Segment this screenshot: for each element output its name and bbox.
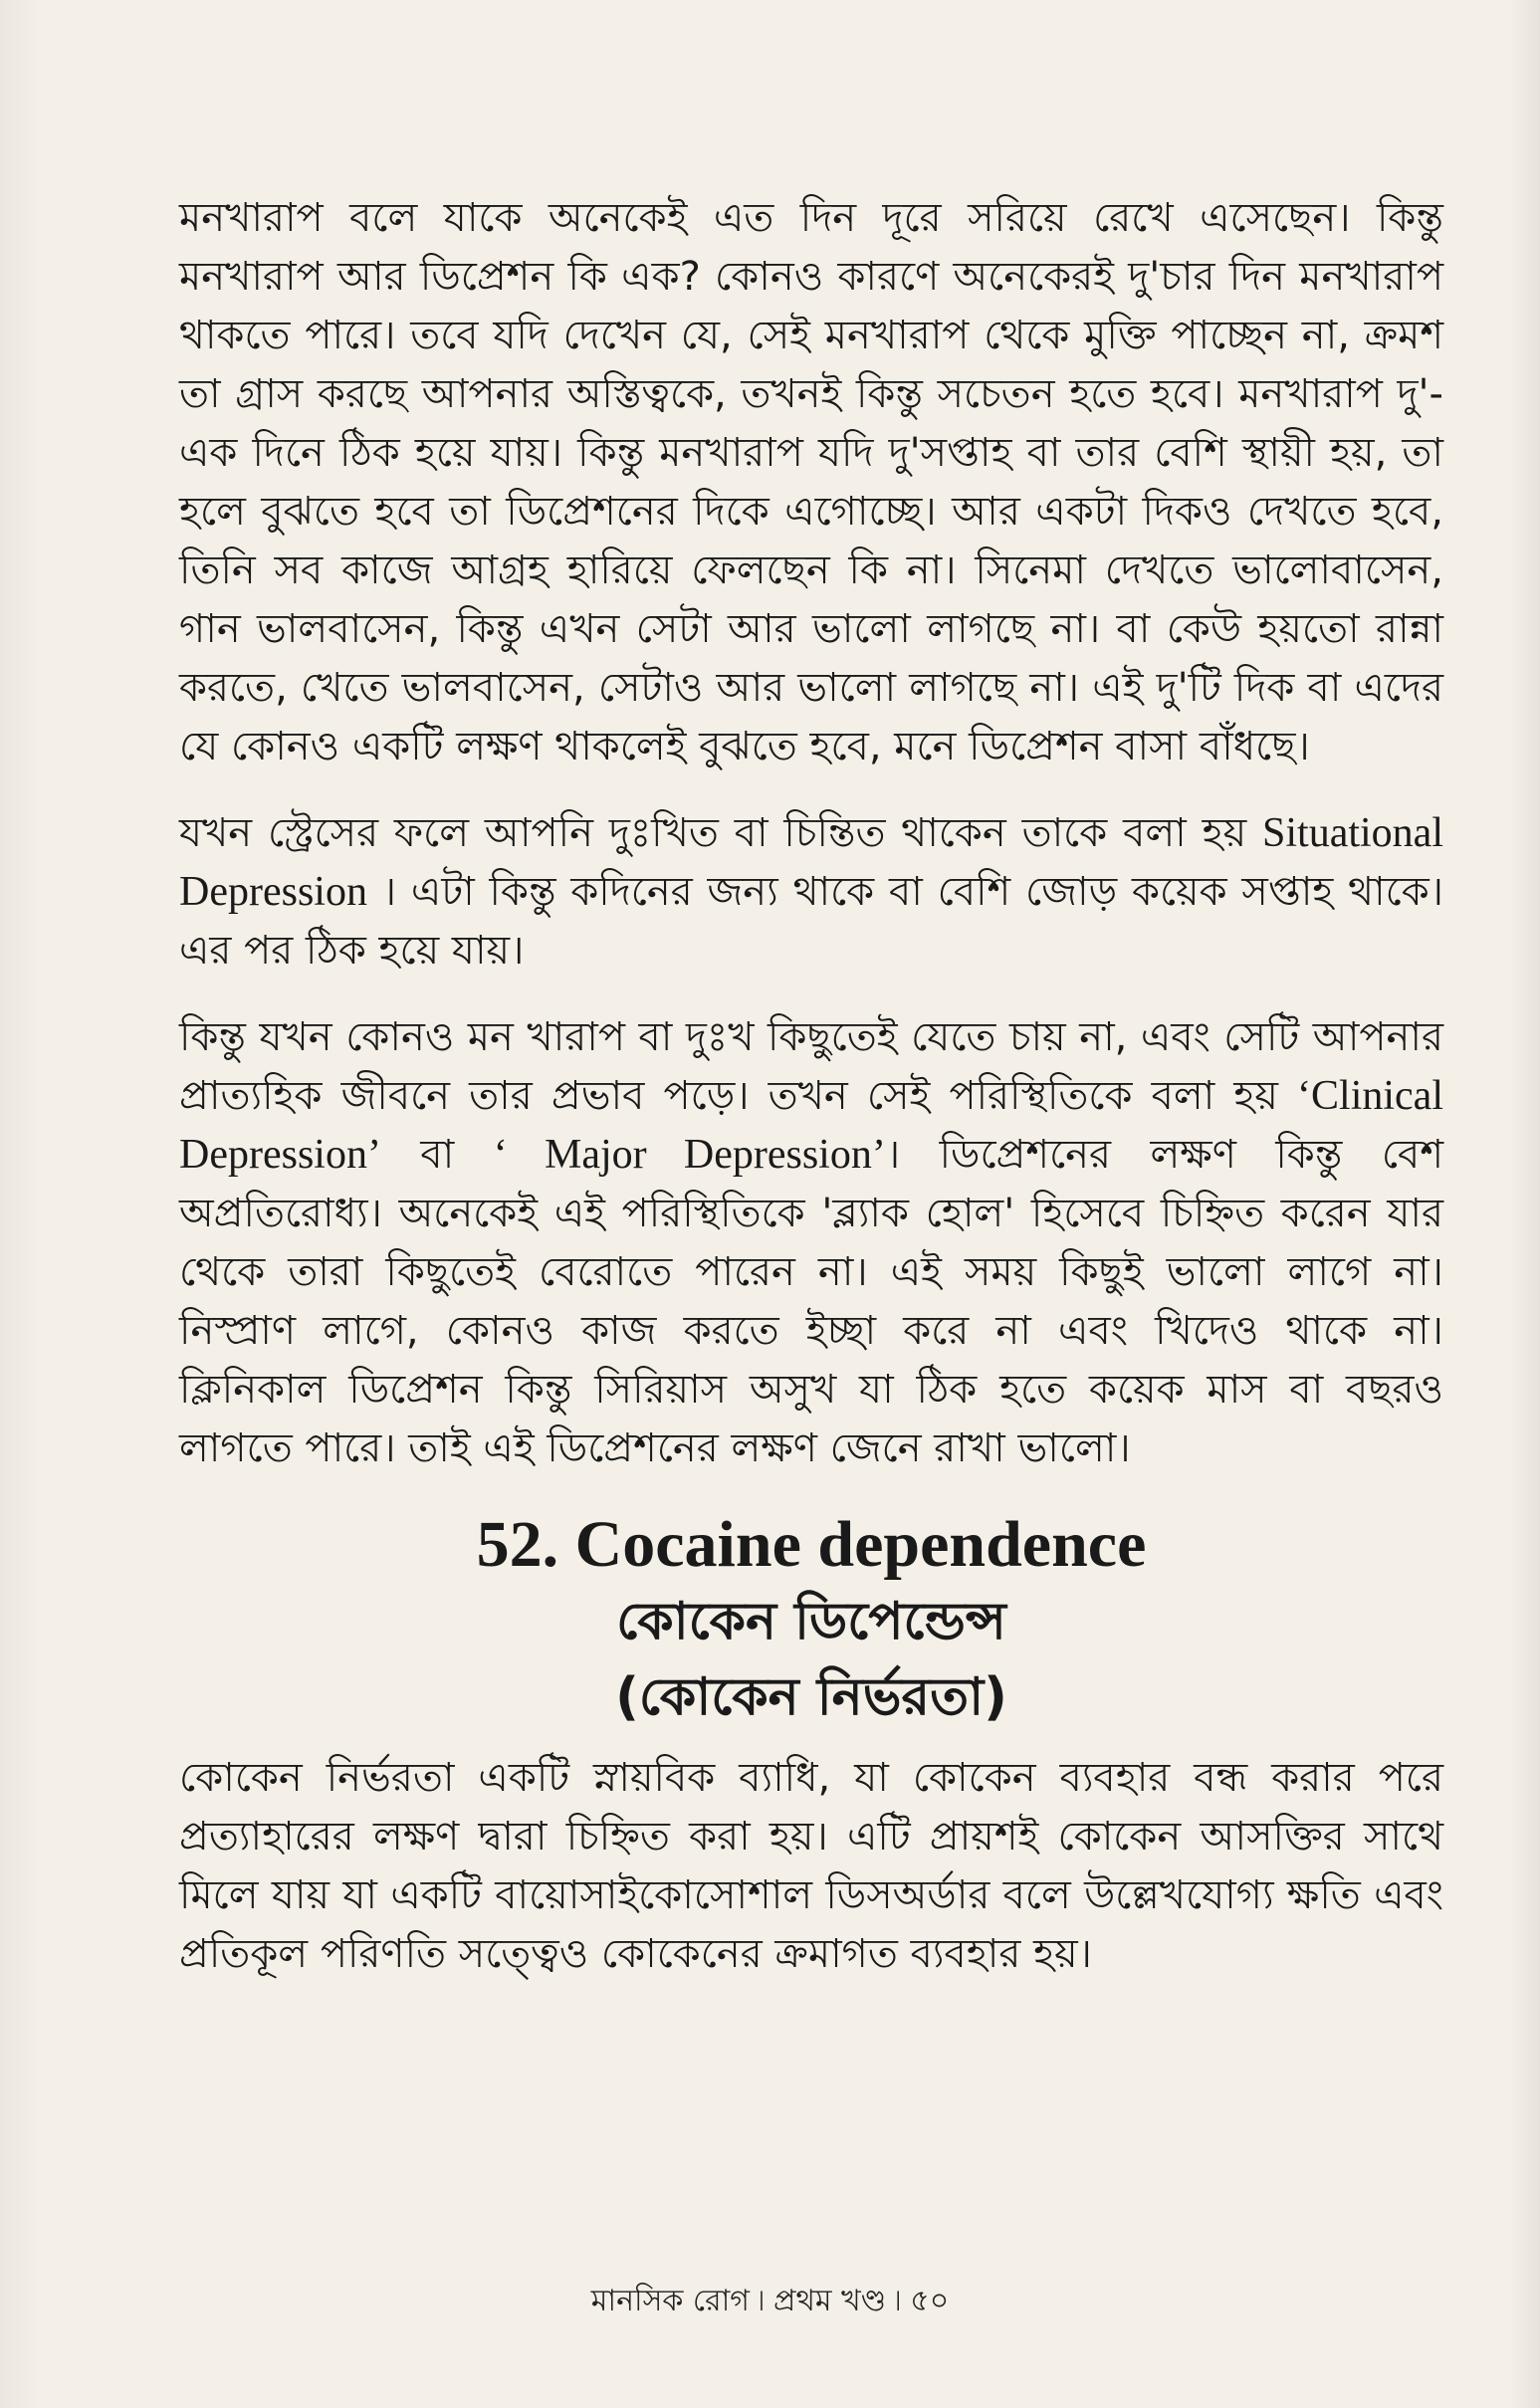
section-heading (179, 1506, 1443, 1735)
paragraph-text: যখন স্ট্রেসের ফলে আপনি দুঃখিত বা চিন্তিত থাকেন তাকে বলা হয় (179, 810, 1262, 856)
paragraph-text: । এটা কিন্তু কদিনের জন্য থাকে বা বেশি জোড় কয়েক সপ্তাহ থাকে। এর পর ঠিক হয়ে যায়। (179, 869, 1443, 974)
page-footer: মানসিক রোগ ৷ প্রথম খণ্ড ৷ ৫০ (590, 2284, 950, 2318)
section-title-english: 52. Cocaine dependence (476, 1508, 1147, 1581)
page-content (179, 189, 1443, 2012)
paragraph-text: বা (380, 1132, 494, 1178)
section-title-bengali: কোকেন ডিপেন্ডেন্স (616, 1592, 1006, 1651)
paragraph-situational-depression (179, 804, 1443, 981)
paragraph-cocaine-dependence: কোকেন নির্ভরতা একটি স্নায়বিক ব্যাধি, যা কোকেন ব্যবহার বন্ধ করার পরে প্রত্যাহারের লক্ষণ দ্বারা চিহ্নিত করা হয়। এটি প্রায়শই কোকেন আসক্তির সাথে মিলে যায় যা একটি বায়োসাইকোসোশাল ডিসঅর্ডার বলে উল্লেখযোগ্য ক্ষতি এবং প্রতিকূল পরিণতি সত্ত্বেও কোকেনের ক্রমাগত ব্যবহার হয়। (179, 1755, 1443, 1977)
section-subtitle-bengali: (কোকেন নির্ভরতা) (615, 1667, 1007, 1727)
paragraph-clinical-depression (179, 1008, 1443, 1478)
paragraph-text: কিন্তু যখন কোনও মন খারাপ বা দুঃখ কিছুতেই যেতে চায় না, এবং সেটি আপনার প্রাত্যহিক জীবনে তার প্রভাব পড়ে। তখন সেই পরিস্থিতিকে বলা হয় (179, 1014, 1443, 1119)
paragraph-text: । ডিপ্রেশনের লক্ষণ কিন্তু বেশ অপ্রতিরোধ্য। অনেকেই এই পরিস্থিতিকে 'ব্ল্যাক হোল' হিসেবে চিহ্নিত করেন যার থেকে তারা কিছুতেই বেরোতে পারেন না। এই সময় কিছুই ভালো লাগে না। নিস্প্রাণ লাগে, কোনও কাজ করতে ইচ্ছা করে না এবং খিদেও থাকে না। ক্লিনিকাল ডিপ্রেশন কিন্তু সিরিয়াস অসুখ যা ঠিক হতে কয়েক মাস বা বছরও লাগতে পারে। তাই এই ডিপ্রেশনের লক্ষণ জেনে রাখা ভালো। (179, 1132, 1443, 1471)
paragraph-depression-intro: মনখারাপ বলে যাকে অনেকেই এত দিন দূরে সরিয়ে রেখে এসেছেন। কিন্তু মনখারাপ আর ডিপ্রেশন কি এক? কোনও কারণে অনেকেরই দু'চার দিন মনখারাপ থাকতে পারে। তবে যদি দেখেন যে, সেই মনখারাপ থেকে মুক্তি পাচ্ছেন না, ক্রমশ তা গ্রাস করছে আপনার অস্তিত্বকে, তখনই কিন্তু সচেতন হতে হবে। মনখারাপ দু'-এক দিনে ঠিক হয়ে যায়। কিন্তু মনখারাপ যদি দু'সপ্তাহ বা তার বেশি স্থায়ী হয়, তা হলে বুঝতে হবে তা ডিপ্রেশনের দিকে এগোচ্ছে। আর একটা দিকও দেখতে হবে, তিনি সব কাজে আগ্রহ হারিয়ে ফেলছেন কি না। সিনেমা দেখতে ভালোবাসেন, গান ভালবাসেন, কিন্তু এখন সেটা আর ভালো লাগছে না। বা কেউ হয়তো রান্না করতে, খেতে ভালবাসেন, সেটাও আর ভালো লাগছে না। এই দু'টি দিক বা এদের যে কোনও একটি লক্ষণ থাকলেই বুঝতে হবে, মনে ডিপ্রেশন বাসা বাঁধছে। (179, 195, 1443, 769)
term-situational-depression: Situational Depression (179, 810, 1443, 915)
term-major-depression: ‘ Major Depression’ (493, 1132, 886, 1178)
term-clinical-depression: ‘Clinical Depression’ (179, 1073, 1443, 1178)
